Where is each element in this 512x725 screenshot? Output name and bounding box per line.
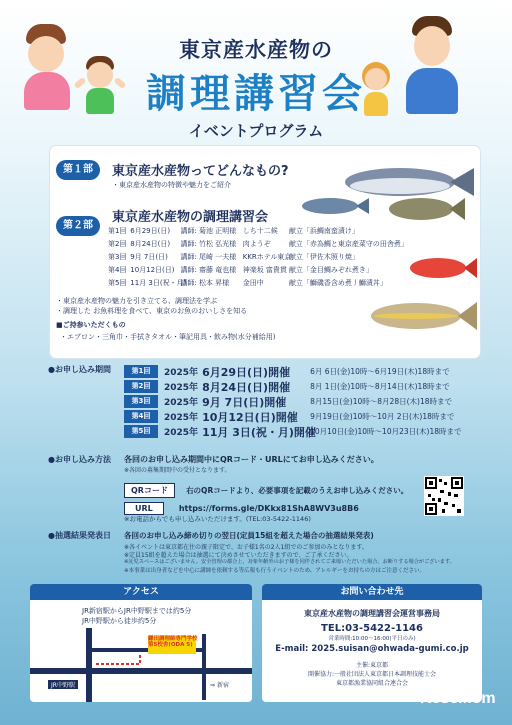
access-panel [30,584,252,702]
part1-desc: ・東京産水産物の特徴や魅力をご紹介 [112,181,231,189]
url-row [124,496,359,515]
watermark-logo: ReseMom [420,690,496,707]
sponsor: 主催:東京都 [355,662,389,669]
qr-text: 右のQRコードより、必要事項を記載のうえお申し込みください。 [186,486,409,495]
period-row: 第3回 2025年 9月 7日(日)開催 8月15日(金)10時～8月28日(木)18時まで [124,394,484,409]
lottery-note: ※本事業は出身者などを中心に講師を依頼する等広報も行うイベントのため、アレルギーをお持ちの方はご注意ください。 [124,568,426,574]
mackerel-fish-icon [300,194,370,218]
session-row: 第1回 6月29日(日) 講師: 菊池 正明様 しち十二候 献立「浜鯛南蛮漬け」 [108,227,359,235]
title-line1: 東京産水産物の [179,38,333,62]
lottery-main: 各回のお申し込み締め切りの翌日(定員15組を超えた場合の抽選結果発表) [124,531,374,540]
period-row: 第5回 2025年 11月 3日(祝・月)開催 10月10日(金)10時～10月23日(木)18時まで [124,424,484,439]
cooperator-1: 開催協力:一般社団法人東京都日本調理技能士会 [307,671,437,678]
lottery-note: ※各イベントは東京都在住の親子限定で、お子様1名の2人1組でのご参加のみとなります。 [124,544,368,551]
method-main: 各回のお申し込み期間中にQRコード・URLにてお申し込みください。 [124,455,379,464]
program-box [50,146,480,358]
part2-bullet-2: ・調理した お魚料理を食べて、東京のお魚のおいしさを知る [56,307,248,315]
title-line2: 調理講習会 [146,71,366,117]
qr-row [124,478,408,498]
contact-tel[interactable]: TEL:03-5422-1146 [321,623,423,634]
session-row: 第2回 8月24日(日) 講師: 竹松 弘光様 肉ようぞ 献立「赤為鯛と東京産菜守の田舎煮」 [108,240,408,248]
contact-hours: 営業時間:10:00～16:00(平日のみ) [328,636,416,642]
cooperator-2: 東京都漁業協同組合連合会 [335,680,408,687]
snapper-fish-icon [386,194,466,224]
phone-note: ※お電話からでも申し込みいただけます。(TEL:03-5422-1146) [124,515,311,523]
part2-title: 東京産水産物の調理講習会 [112,210,269,225]
period-label: ●お申し込み期間 [48,365,111,374]
part1-title: 東京産水産物ってどんなもの? [112,164,289,179]
bring-title: ■ご持参いただくもの [56,321,126,329]
bring-items: ・エプロン・三角巾・手拭きタオル・筆記用具・飲み物(水分補給用) [60,333,276,341]
period-row: 第4回 2025年 10月12日(日)開催 9月19日(金)10時～10月 2日(木)18時まで [124,409,484,424]
period-row: 第1回 2025年 6月29日(日)開催 6月 6日(金)10時～6月19日(木)18時まで [124,364,484,379]
contact-email[interactable]: E-mail: 2025.suisan@ohwada-gumi.co.jp [275,644,469,654]
url-tag: URL [124,502,164,515]
red-snapper-fish-icon [408,254,478,282]
contact-office: 東京産水産物の調理講習会運営事務局 [304,609,440,618]
shinjuku-label: ⇒ 新宿 [210,682,229,689]
venue-label: 鎌田調理師専門学校 第5校舎(ODA 5) [148,636,198,648]
access-line2: JR中野駅から徒歩約5分 [82,617,157,625]
session-row: 第3回 9月 7日(日) 講師: 尾崎 一夫様 KKRホテル東京 献立「伊佐木照り焼」 [108,253,359,261]
yellowtail-fish-icon [368,296,478,336]
method-label: ●お申し込み方法 [48,455,111,464]
part1-badge: 第１部 [56,160,100,180]
station-label: JR中野駅 [48,680,78,689]
session-row: 第5回 11月 3日(祝・月) 講師: 松本 昇様 金田中 献立「鰤磯香含め煮丿鰤漬丼」 [108,279,387,287]
lottery-note: ※託児スペースはございません。安全管理の都合上、対象年齢外のお子様を同伴されてご来場いただいた場合、お断りする場合がございます。 [124,559,455,565]
method-note: ※各回の募集期間中の受付となります。 [124,467,231,474]
access-map [30,624,252,702]
contact-heading: お問い合わせ先 [262,584,482,600]
qr-code-icon[interactable] [424,476,464,516]
lottery-note: ※定員15組を超えた場合は抽選にて決めさせていただきますので、ご了承ください。 [124,552,353,559]
period-list [124,364,484,439]
part2-bullet-1: ・東京産水産物の魅力を引き立てる、調理法を学ぶ [56,297,217,305]
period-row: 第2回 2025年 8月24日(日)開催 8月 1日(金)10時～8月14日(木)18時まで [124,379,484,394]
qr-tag: QRコード [124,483,175,498]
part2-badge: 第２部 [56,216,100,236]
access-heading: アクセス [30,584,252,600]
application-url-link[interactable]: https://forms.gle/DKkx81ShA8WV3u8B6 [178,504,359,513]
session-row: 第4回 10月12日(日) 講師: 齋藤 竜也様 神楽坂 富貴貫 献立「金目鯛みぞれ煮き」 [108,266,373,274]
program-subtitle: イベントプログラム [188,122,324,140]
contact-panel [262,584,482,702]
access-line1: JR新宿駅からJR中野駅までは約5分 [82,607,192,615]
lottery-label: ●抽選結果発表日 [48,531,111,540]
